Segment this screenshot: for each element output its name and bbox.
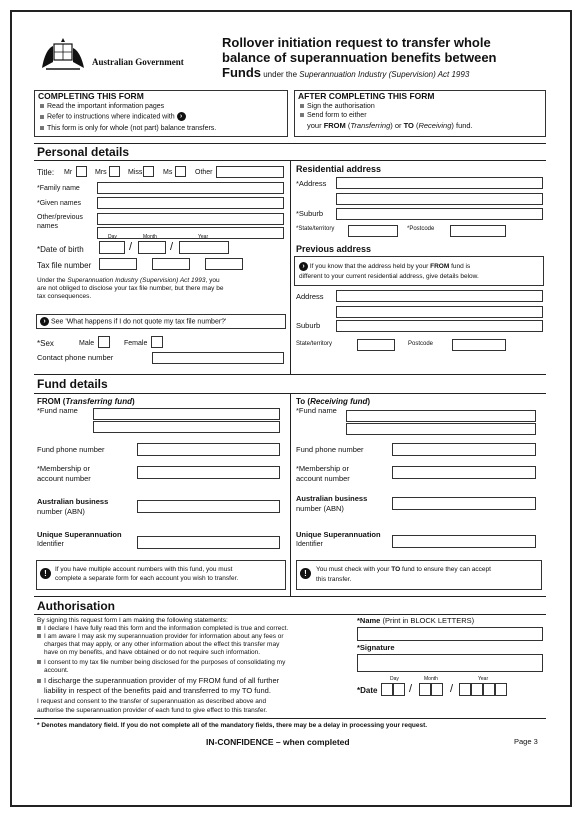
from-note-line-1: If you have multiple account numbers with this fund, you must xyxy=(55,566,233,573)
info-icon: ! xyxy=(40,568,51,579)
previous-address-input-2[interactable] xyxy=(336,306,543,318)
auth-date-year-2[interactable] xyxy=(471,683,483,696)
sex-male-checkbox[interactable] xyxy=(98,336,110,348)
family-name-label: *Family name xyxy=(37,185,80,192)
from-heading-italic: Transferring fund xyxy=(65,397,132,406)
to-note-line-1 xyxy=(316,566,491,573)
to-abn-input[interactable] xyxy=(392,497,536,510)
form-title-line-1: Rollover initiation request to transfer whole xyxy=(222,35,491,50)
tfn-info-text: See 'What happens if I do not quote my tax file number?' xyxy=(50,318,227,326)
to-member-label-2: account number xyxy=(296,474,350,483)
after-text: ( xyxy=(345,121,351,130)
auth-date-year-4[interactable] xyxy=(495,683,507,696)
from-abn-label-2: number (ABN) xyxy=(37,507,85,516)
previous-state-label: State/territory xyxy=(296,341,333,347)
contact-phone-input[interactable] xyxy=(152,352,284,364)
auth-statement-text: I discharge the superannuation provider of my FROM fund of all further xyxy=(44,676,280,685)
after-text: ) or xyxy=(390,121,404,130)
tfn-note-act: Superannuation Industry (Supervision) Act 1993 xyxy=(67,277,206,284)
auth-date-day-caption: Day xyxy=(390,676,399,682)
to-heading-italic: Receiving fund xyxy=(310,397,368,406)
title-label: Title: xyxy=(37,168,55,177)
dob-slash: / xyxy=(170,241,174,253)
after-item-2 xyxy=(300,112,367,120)
tfn-note-line-2: are not obliged to disclose your tax file number, but there may be xyxy=(37,285,224,292)
after-transferring: Transferring xyxy=(350,121,391,130)
to-heading-text: ) xyxy=(367,397,371,406)
from-abn-label-1: Australian business xyxy=(37,497,109,506)
bullet-icon xyxy=(40,126,44,130)
to-usi-input[interactable] xyxy=(392,535,536,548)
auth-name-label-text: *Name xyxy=(357,616,381,625)
tfn-note-line-1 xyxy=(37,277,220,284)
divider xyxy=(34,374,546,375)
previous-info-from: FROM xyxy=(430,263,450,271)
dob-label: *Date of birth xyxy=(37,245,84,254)
from-fund-name-input-2[interactable] xyxy=(93,421,280,433)
residential-state-input[interactable] xyxy=(348,225,398,237)
from-usi-label-2: Identifier xyxy=(37,541,64,548)
sex-female-label: Female xyxy=(124,340,148,347)
to-fund-name-input[interactable] xyxy=(346,410,536,422)
completing-item-text: Read the important information pages xyxy=(47,103,165,110)
auth-date-month-1[interactable] xyxy=(419,683,431,696)
fund-details-heading: Fund details xyxy=(37,377,108,391)
from-fund-name-label: *Fund name xyxy=(37,406,78,415)
to-fund-phone-label: Fund phone number xyxy=(296,445,364,454)
to-member-label-1: *Membership or xyxy=(296,464,349,473)
auth-statement-4b: liability in respect of the benefits paid and transferred to my TO fund. xyxy=(44,686,271,695)
previous-info-line-1 xyxy=(299,262,470,271)
bullet-icon xyxy=(37,660,41,664)
other-names-label-1: Other/previous xyxy=(37,214,83,221)
from-member-label-2: account number xyxy=(37,474,91,483)
to-abn-label-1: Australian business xyxy=(296,494,368,503)
to-abn-label-2: number (ABN) xyxy=(296,504,344,513)
dob-year-input[interactable] xyxy=(179,241,229,254)
previous-suburb-label: Suburb xyxy=(296,321,321,330)
authorisation-heading: Authorisation xyxy=(37,599,115,613)
auth-name-input[interactable] xyxy=(357,627,543,641)
from-fund-phone-input[interactable] xyxy=(137,443,280,456)
auth-statement-text: I am aware I may ask my superannuation provider for information about any fees or xyxy=(44,633,284,640)
previous-postcode-label: Postcode xyxy=(408,341,434,347)
family-name-input[interactable] xyxy=(97,182,284,194)
after-text: ) fund. xyxy=(451,121,473,130)
completing-item-1 xyxy=(40,103,164,111)
auth-intro: By signing this request form I am making the following statements: xyxy=(37,617,228,624)
auth-statement-3a xyxy=(37,659,285,666)
previous-suburb-input[interactable] xyxy=(336,320,543,332)
arrow-icon: › xyxy=(40,317,49,326)
divider xyxy=(34,143,546,144)
title-ms-label: Ms xyxy=(163,169,173,176)
residential-postcode-label: *Postcode xyxy=(407,226,435,232)
government-crest xyxy=(38,38,90,72)
mandatory-note: * Denotes mandatory field. If you do not complete all of the mandatory fields, there may be a delay in processing your request. xyxy=(37,722,428,729)
bullet-icon xyxy=(300,113,304,117)
after-item-1 xyxy=(300,103,375,111)
auth-statement-text: I declare I have fully read this form and the information completed is true and correct. xyxy=(44,625,289,632)
form-title-line-3 xyxy=(222,66,469,81)
completing-item-2 xyxy=(40,112,186,121)
from-heading-text: FROM ( xyxy=(37,397,66,406)
completing-item-text: Refer to instructions where indicated with xyxy=(47,113,175,121)
from-fund-heading xyxy=(37,397,135,406)
column-divider xyxy=(290,393,291,596)
auth-date-year-3[interactable] xyxy=(483,683,495,696)
title-mr-label: Mr xyxy=(64,169,73,176)
auth-statement-2a xyxy=(37,633,284,640)
divider xyxy=(34,718,546,719)
from-fund-name-input[interactable] xyxy=(93,408,280,420)
after-from: FROM xyxy=(323,121,346,130)
to-usi-label-1: Unique Superannuation xyxy=(296,530,381,539)
column-divider xyxy=(290,160,291,374)
auth-name-label xyxy=(357,617,474,626)
divider xyxy=(34,614,546,615)
title-miss-checkbox[interactable] xyxy=(143,166,154,177)
auth-statement-1 xyxy=(37,625,288,632)
completing-item-3 xyxy=(40,125,216,133)
auth-date-month-caption: Month xyxy=(424,676,438,682)
tfn-input-1[interactable] xyxy=(99,258,137,270)
after-receiving: Receiving xyxy=(418,121,452,130)
bullet-icon xyxy=(37,626,41,630)
bullet-icon xyxy=(40,115,44,119)
tfn-input-2[interactable] xyxy=(152,258,190,270)
auth-date-day-2[interactable] xyxy=(393,683,405,696)
after-text: ( xyxy=(413,121,419,130)
from-usi-input[interactable] xyxy=(137,536,280,549)
auth-date-year-caption: Year xyxy=(478,676,489,682)
from-usi-label-1: Unique Superannuation xyxy=(37,530,122,539)
in-confidence: IN-CONFIDENCE – when completed xyxy=(206,737,350,747)
auth-closing-2: authorise the superannuation provider of each fund to give effect to this transfer. xyxy=(37,707,268,714)
tfn-note-line-3: tax consequences. xyxy=(37,293,92,300)
from-heading-text: ) xyxy=(131,397,135,406)
residential-state-label: *State/territory xyxy=(296,226,335,232)
arrow-icon: › xyxy=(177,112,186,121)
previous-info-line-2: different to your current residential address, give details below. xyxy=(299,273,479,280)
residential-suburb-label: *Suburb xyxy=(296,209,324,218)
residential-address-input-2[interactable] xyxy=(336,193,543,205)
dob-month-caption: Month xyxy=(143,234,157,240)
from-fund-phone-label: Fund phone number xyxy=(37,445,105,454)
previous-postcode-input[interactable] xyxy=(452,339,506,351)
dob-month-input[interactable] xyxy=(138,241,166,254)
auth-date-day-1[interactable] xyxy=(381,683,393,696)
after-item-text: Send form to either xyxy=(307,112,367,119)
to-fund-phone-input[interactable] xyxy=(392,443,536,456)
other-names-input[interactable] xyxy=(97,213,284,225)
bullet-icon xyxy=(37,679,41,683)
info-icon: ! xyxy=(300,568,311,579)
title-funds: Funds xyxy=(222,65,261,80)
from-member-input[interactable] xyxy=(137,466,280,479)
given-names-input[interactable] xyxy=(97,197,284,209)
residential-address-label: *Address xyxy=(296,179,327,188)
to-note-line-2: this transfer. xyxy=(316,576,352,583)
auth-date-slash: / xyxy=(409,683,413,695)
divider xyxy=(34,596,546,597)
residential-address-input[interactable] xyxy=(336,177,543,189)
auth-statement-text: I consent to my tax file number being disclosed for the purposes of consolidating my xyxy=(44,659,286,666)
tfn-note-text: Under the xyxy=(37,277,68,284)
to-fund-heading xyxy=(296,397,370,406)
from-member-label-1: *Membership or xyxy=(37,464,90,473)
from-abn-input[interactable] xyxy=(137,500,280,513)
bullet-icon xyxy=(37,634,41,638)
auth-date-label: *Date xyxy=(357,686,378,695)
to-fund-name-label: *Fund name xyxy=(296,406,337,415)
residential-heading: Residential address xyxy=(296,164,382,174)
to-usi-label-2: Identifier xyxy=(296,541,323,548)
tfn-input-3[interactable] xyxy=(205,258,243,270)
sex-female-checkbox[interactable] xyxy=(151,336,163,348)
contact-phone-label: Contact phone number xyxy=(37,353,114,362)
previous-info-box xyxy=(294,256,544,286)
dob-slash: / xyxy=(129,241,133,253)
from-note-line-2: complete a separate form for each account you wish to transfer. xyxy=(55,575,239,582)
dob-year-caption: Year xyxy=(198,234,209,240)
auth-closing-1: I request and consent to the transfer of superannuation as described above and xyxy=(37,698,267,705)
auth-date-year-1[interactable] xyxy=(459,683,471,696)
title-ms-checkbox[interactable] xyxy=(175,166,186,177)
auth-statement-3b: account. xyxy=(44,667,69,674)
after-heading: AFTER COMPLETING THIS FORM xyxy=(298,91,435,101)
to-note-to: TO xyxy=(391,566,401,573)
title-mrs-label: Mrs xyxy=(95,169,107,176)
previous-info-text: fund is xyxy=(449,263,471,271)
other-names-label-2: names xyxy=(37,223,59,230)
auth-name-hint: (Print in BLOCK LETTERS) xyxy=(380,616,475,625)
government-name: Australian Government xyxy=(92,57,184,67)
title-other-input[interactable] xyxy=(216,166,284,178)
tfn-info xyxy=(40,317,226,326)
previous-info-text: If you know that the address held by your xyxy=(309,263,431,271)
bullet-icon xyxy=(300,104,304,108)
arrow-icon: › xyxy=(299,262,308,271)
given-names-label: *Given names xyxy=(37,200,81,207)
auth-date-month-2[interactable] xyxy=(431,683,443,696)
auth-statement-2b: charges that may apply, or any other information about the effect this transfer may xyxy=(44,641,280,648)
title-mr-checkbox[interactable] xyxy=(76,166,87,177)
tfn-label: Tax file number xyxy=(37,261,92,270)
auth-statement-4a xyxy=(37,677,279,686)
to-member-input[interactable] xyxy=(392,466,536,479)
previous-heading: Previous address xyxy=(296,244,372,254)
auth-signature-label: *Signature xyxy=(357,643,395,652)
title-miss-label: Miss xyxy=(128,169,143,176)
to-fund-name-input-2[interactable] xyxy=(346,423,536,435)
auth-statement-2c: have on my benefits, and have obtained or do not require such information. xyxy=(44,649,261,656)
to-note-box xyxy=(296,560,542,590)
tfn-note-text: , you xyxy=(205,277,220,284)
title-act: Superannuation Industry (Supervision) Act 1993 xyxy=(299,70,470,79)
sex-label: *Sex xyxy=(37,339,54,348)
after-text: your xyxy=(307,121,324,130)
residential-suburb-input[interactable] xyxy=(336,208,543,220)
crest-icon xyxy=(38,38,90,72)
auth-date-slash: / xyxy=(450,683,454,695)
to-note-text: fund to ensure they can accept xyxy=(400,566,491,573)
form-title-line-2: balance of superannuation benefits between xyxy=(222,50,497,65)
dob-day-caption: Day xyxy=(108,234,117,240)
sex-male-label: Male xyxy=(79,340,95,347)
residential-postcode-input[interactable] xyxy=(450,225,506,237)
dob-day-input[interactable] xyxy=(99,241,125,254)
bullet-icon xyxy=(40,104,44,108)
completing-item-text: This form is only for whole (not part) balance transfers. xyxy=(47,125,217,132)
completing-heading: COMPLETING THIS FORM xyxy=(38,91,144,101)
after-item-3 xyxy=(307,122,473,131)
auth-signature-input[interactable] xyxy=(357,654,543,672)
title-under: under the xyxy=(261,70,300,79)
to-heading-text: To ( xyxy=(296,397,311,406)
to-note-text: You must check with your xyxy=(316,566,392,573)
after-item-text: Sign the authorisation xyxy=(307,103,375,110)
title-other-label: Other xyxy=(195,169,213,176)
previous-address-input[interactable] xyxy=(336,290,543,302)
previous-state-input[interactable] xyxy=(357,339,395,351)
other-names-input-2[interactable] xyxy=(97,227,284,239)
previous-address-label: Address xyxy=(296,292,324,301)
personal-details-heading: Personal details xyxy=(37,145,130,159)
title-mrs-checkbox[interactable] xyxy=(109,166,120,177)
page-number: Page 3 xyxy=(514,737,538,746)
after-to: TO xyxy=(403,121,414,130)
